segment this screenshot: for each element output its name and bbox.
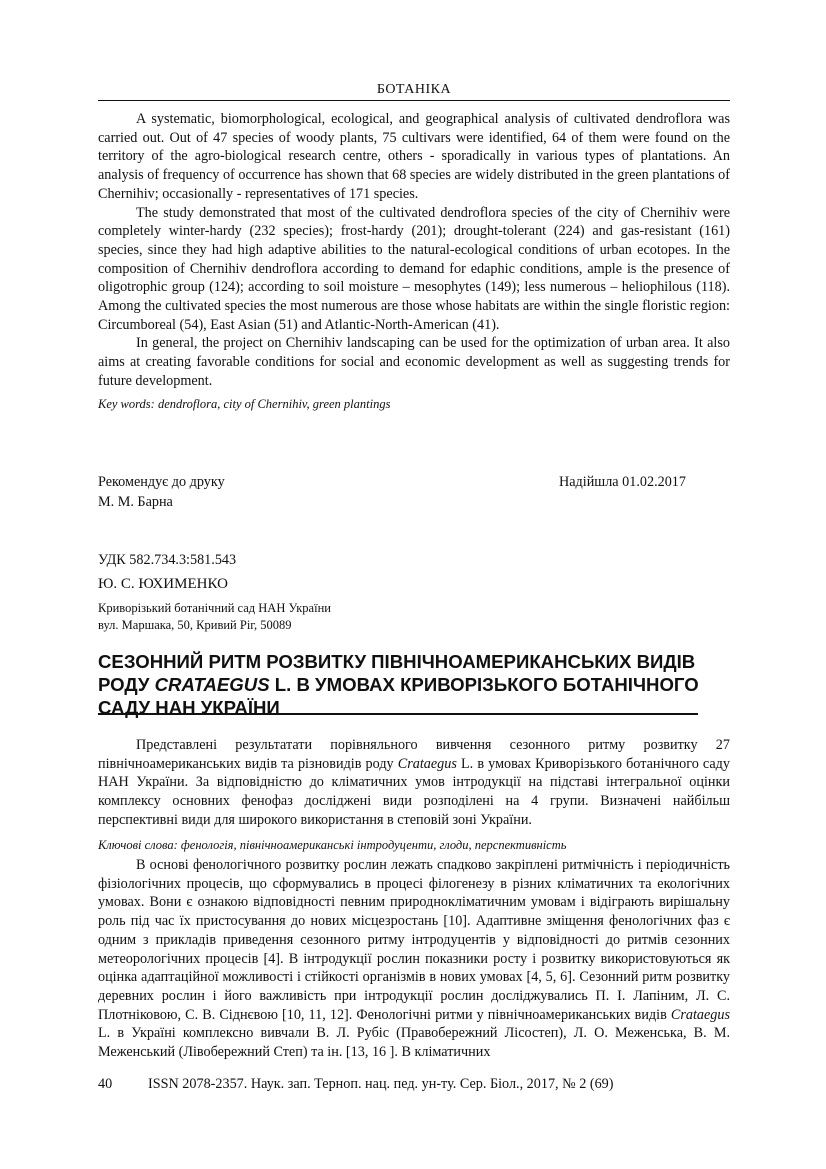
english-abstract-paragraph: In general, the project on Chernihiv landscaping can be used for the optimization of urban area. It also aims at creating favorable conditions for social and economic development as well as suggesting trends for future development.: [98, 335, 730, 389]
ukrainian-keywords: Ключові слова: фенологія, північноамериканські інтродуценти, глоди, перспективність: [98, 837, 567, 852]
recommendation-block: [98, 472, 730, 512]
section-header: БОТАНІКА: [376, 82, 452, 97]
recommended-by-label: Рекомендує до друку: [98, 474, 225, 490]
affiliation-line: Криворізький ботанічний сад НАН України: [98, 601, 331, 615]
body-paragraph: [98, 856, 730, 1062]
received-date: Надійшла 01.02.2017: [559, 474, 686, 490]
ukrainian-abstract-paragraph: [98, 736, 730, 830]
article-title: [98, 650, 730, 719]
abstract-text: L. в умовах Криворізького ботанічного саду НАН України. За відповідністю до кліматичних умов інтродукції на підставі інтегральної оцінки комплексу основних фенофаз досліджені види розподілені на 4 групи. Визначені найбільш перспективні види для широкого використання в степовій зоні України.: [98, 755, 730, 828]
page-number: 40: [98, 1076, 113, 1092]
english-abstract-paragraph: A systematic, biomorphological, ecological, and geographical analysis of cultivated dendroflora was carried out. Out of 47 species of woody plants, 75 cultivars were identified, 64 of them were found on the territory of the agro-biological research centre, others - sporadically in various types of plantations. An analysis of frequency of occurrence has shown that 68 species are widely distributed in the green plantations of Chernihiv; occasionally - representatives of 171 species.: [98, 111, 730, 202]
article-body: [98, 856, 730, 1062]
udc-code: УДК 582.734.3:581.543: [98, 552, 237, 568]
title-genus: CRATAEGUS: [154, 674, 270, 695]
body-text: L. в Україні комплексно вивчали В. Л. Рубіс (Правобережний Лісостеп), Л. О. Меженська, В. М. Меженський (Лівобережний Степ) та ін. [13, 16 ]. В кліматичних: [98, 1025, 730, 1061]
english-abstract: [98, 110, 730, 413]
title-rule: [98, 713, 698, 715]
journal-citation: ISSN 2078-2357. Наук. зап. Терноп. нац. пед. ун-ту. Сер. Біол., 2017, № 2 (69): [148, 1076, 614, 1092]
english-abstract-paragraph: The study demonstrated that most of the cultivated dendroflora species of the city of Chernihiv were completely winter-hardy (232 species); frost-hardy (201); drought-tolerant (224) and gas-resistant (161) species, since they had high adaptive abilities to the natural-ecological conditions of urban ecotopes. In the composition of Chernihiv dendroflora according to demand for edaphic conditions, ample is the presence of oligotrophic group (124); according to soil moisture – mesophytes (149); less numerous – heliophilous (118). Among the cultivated species the most numerous are those whose habitats are within the single floristic region: Circumboreal (54), East Asian (51) and Atlantic-North-American (41).: [98, 204, 730, 333]
article-author: Ю. С. ЮХИМЕНКО: [98, 576, 228, 592]
ukrainian-abstract: [98, 736, 730, 854]
author-affiliation: [98, 600, 331, 634]
english-keywords: Key words: dendroflora, city of Chernihiv, green plantings: [98, 396, 391, 411]
page-footer: [98, 1076, 730, 1093]
abstract-genus: Crataegus: [397, 755, 457, 772]
recommender-name: М. М. Барна: [98, 494, 173, 510]
title-text: L. В УМОВАХ КРИВОРІЗЬКОГО БОТАНІЧНОГО САДУ НАН УКРАЇНИ: [98, 674, 699, 718]
header-rule: [98, 100, 730, 101]
body-genus: Crataegus: [670, 1006, 730, 1023]
abstract-text: Представлені результатати порівняльного вивчення сезонного ритму розвитку 27 північноамериканських видів та різновидів роду: [98, 737, 730, 772]
body-text: В основі фенологічного розвитку рослин лежать спадково закріплені ритмічність і періодичність фізіологічних процесів, що сформувались в процесі філогенезу в різних кліматичних та екологічних умовах. Вони є ознакою відповідності певним природнокліматичним умовам і відіграють вирішальну роль під час їх пристосування до нових місцезростань [10]. Адаптивне зміщення фенологічних фаз є одним з прикладів приведення сезонного ритму інтродуцентів у відповідності до ритмів сезонних метеорологічних процесів [4]. В інтродукції рослин показники росту і розвитку використовуються як оцінка адаптаційної можливості і стійкості організмів в нових умовах [4, 5, 6]. Сезонний ритм розвитку деревних рослин і його важливість при інтродукції рослин досліджувались П. І. Лапіним, Л. С. Плотніковою, С. В. Сіднєвою [10, 11, 12]. Фенологічні ритми у північноамериканських видів: [98, 857, 730, 1023]
title-text: СЕЗОННИЙ РИТМ РОЗВИТКУ ПІВНІЧНОАМЕРИКАНСЬКИХ ВИДІВ РОДУ: [98, 651, 696, 695]
affiliation-line: вул. Маршака, 50, Кривий Ріг, 50089: [98, 618, 292, 632]
